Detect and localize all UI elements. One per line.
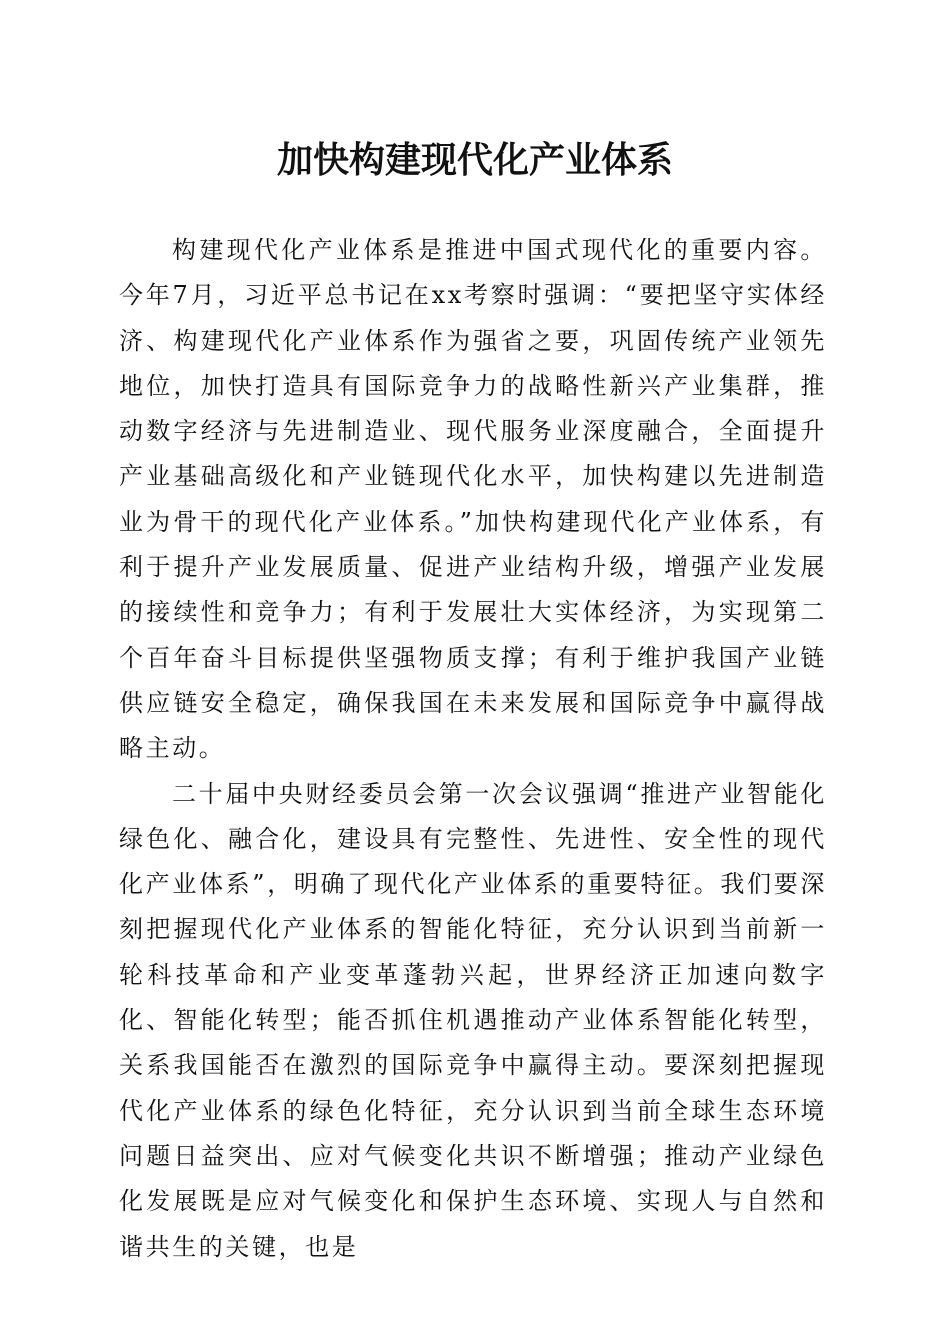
body-paragraph-2: 二十届中央财经委员会第一次会议强调“推进产业智能化绿色化、融合化，建设具有完整性、先进性、安全性的现代化产业体系”，明确了现代化产业体系的重要特征。我们要深刻把握现代化产业体系的智能化特征，充分认识到当前新一轮科技革命和产业变革蓬勃兴起，世界经济正加速向数字化、智能化转型；能否抓住机遇推动产业体系智能化转型，关系我国能否在激烈的国际竞争中赢得主动。要深刻把握现代化产业体系的绿色化特征，充分认识到当前全球生态环境问题日益突出、应对气候变化共识不断增强；推动产业绿色化发展既是应对气候变化和保护生态环境、实现人与自然和谐共生的关键，也是: [119, 779, 827, 1261]
document-body: [119, 228, 827, 1270]
document-title: 加快构建现代化产业体系: [276, 139, 673, 181]
body-paragraph-1: 构建现代化产业体系是推进中国式现代化的重要内容。今年7月，习近平总书记在xx考察时强调：“要把坚守实体经济、构建现代化产业体系作为强省之要，巩固传统产业领先地位，加快打造具有国际竞争力的战略性新兴产业集群，推动数字经济与先进制造业、现代服务业深度融合，全面提升产业基础高级化和产业链现代化水平，加快构建以先进制造业为骨干的现代化产业体系。”加快构建现代化产业体系，有利于提升产业发展质量、促进产业结构升级，增强产业发展的接续性和竞争力；有利于发展壮大实体经济，为实现第二个百年奋斗目标提供坚强物质支撑；有利于维护我国产业链供应链安全稳定，确保我国在未来发展和国际竞争中赢得战略主动。: [119, 236, 827, 763]
